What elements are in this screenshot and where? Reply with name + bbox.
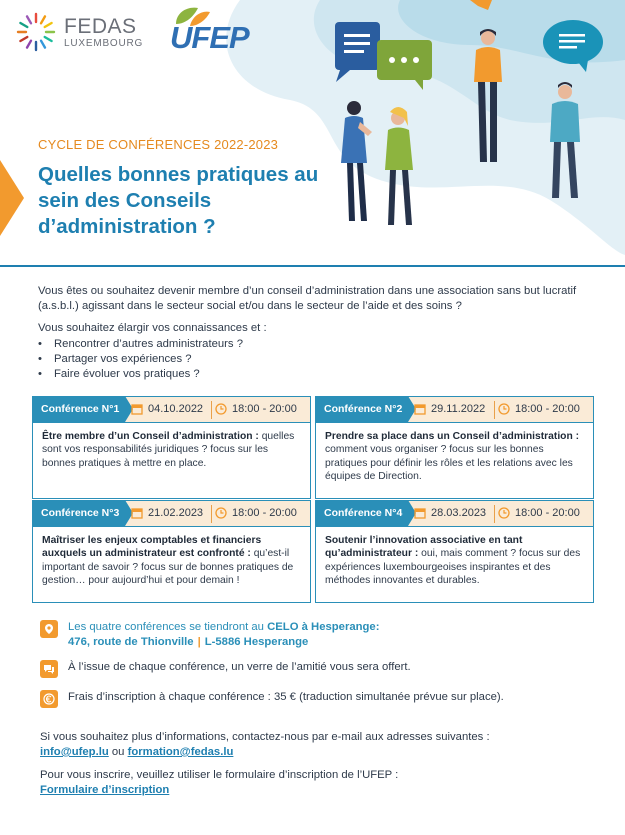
bullet-icon: • bbox=[38, 353, 42, 365]
bullet-icon: • bbox=[38, 368, 42, 380]
page-title: Quelles bonnes pratiques au sein des Conseils d’administration ? bbox=[38, 163, 319, 238]
location-place: CELO à Hesperange: bbox=[267, 621, 380, 633]
conference-card-3 bbox=[32, 500, 311, 603]
list-item: • Faire évoluer vos pratiques ? bbox=[38, 368, 200, 380]
conference-description: Être membre d’un Conseil d’administration : quelles sont vos responsabilités juridiques ? focus sur les bonnes pratiques à mettre en place. bbox=[42, 431, 295, 469]
fedas-logo bbox=[14, 10, 143, 54]
conference-card-4 bbox=[315, 500, 594, 603]
conference-date: 04.10.2022 bbox=[131, 403, 203, 415]
address-separator: | bbox=[197, 636, 201, 648]
register-block bbox=[40, 768, 398, 798]
conference-time: 18:00 - 20:00 bbox=[215, 507, 297, 519]
conference-time: 18:00 - 20:00 bbox=[498, 507, 580, 519]
calendar-icon bbox=[131, 403, 143, 415]
conference-card-2 bbox=[315, 396, 594, 499]
list-item: • Rencontrer d’autres administrateurs ? bbox=[38, 338, 243, 350]
header-separator bbox=[211, 401, 212, 419]
ufep-name: UFEP bbox=[170, 20, 249, 55]
intro-paragraph: Vous êtes ou souhaitez devenir membre d’un conseil d’administration dans une association sans but lucratif (a.s.b.l.) agissant dans le secteur social et/ou dans le secteur de l’aide et des soins ? bbox=[38, 285, 577, 312]
conference-label: Conférence N°2 bbox=[315, 396, 408, 423]
fee-row bbox=[40, 690, 504, 708]
register-text: Pour vous inscrire, veuillez utiliser le formulaire d’inscription de l’UFEP : bbox=[40, 769, 399, 781]
contact-block: Si vous souhaitez plus d’informations, contactez-nous par e-mail aux adresses suivantes : info@ufep.lu ou formation@fedas.lu bbox=[40, 731, 490, 758]
conference-date: 21.02.2023 bbox=[131, 507, 203, 519]
conference-date: 28.03.2023 bbox=[414, 507, 486, 519]
intro-lead: Vous souhaitez élargir vos connaissances et : bbox=[38, 322, 267, 334]
email-link-fedas[interactable]: formation@fedas.lu bbox=[127, 746, 234, 758]
header-separator bbox=[211, 505, 212, 523]
location-row bbox=[40, 620, 379, 650]
conference-title: Être membre d’un Conseil d’administration : bbox=[42, 431, 259, 442]
calendar-icon bbox=[414, 403, 426, 415]
conference-description: Soutenir l’innovation associative en tant qu’administrateur : oui, mais comment ? focus sur des expériences luxembourgeoises inspirantes et des méthodes innovantes et durables. bbox=[325, 535, 581, 586]
fee-text: Frais d’inscription à chaque conférence : 35 € (traduction simultanée prévue sur place). bbox=[68, 691, 504, 703]
address-street: 476, route de Thionville bbox=[68, 636, 194, 648]
fedas-logo-icon bbox=[14, 10, 58, 54]
conference-card-1 bbox=[32, 396, 311, 499]
location-text: Les quatre conférences se tiendront au CELO à Hesperange: 476, route de Thionville | L-5886 Hesperange bbox=[68, 621, 380, 648]
header-separator bbox=[494, 401, 495, 419]
drink-text: À l’issue de chaque conférence, un verre de l’amitié vous sera offert. bbox=[68, 661, 411, 673]
conference-title: Maîtriser les enjeux comptables et financiers auxquels un administrateur est confronté : bbox=[42, 535, 262, 560]
conference-label: Conférence N°1 bbox=[32, 396, 125, 423]
conference-description: Prendre sa place dans un Conseil d’administration : comment vous organiser ? focus sur les bonnes pratiques pour définir les rôles et les relations avec les équipes de Direction. bbox=[325, 431, 580, 482]
orange-accent-triangle bbox=[0, 160, 24, 236]
list-item: • Partager vos expériences ? bbox=[38, 353, 192, 365]
conference-date: 29.11.2022 bbox=[414, 403, 485, 415]
drink-row bbox=[40, 660, 411, 678]
header-separator bbox=[494, 505, 495, 523]
clock-icon bbox=[215, 403, 227, 415]
bullet-icon: • bbox=[38, 338, 42, 350]
clock-icon bbox=[498, 403, 510, 415]
conference-label: Conférence N°3 bbox=[32, 500, 125, 527]
location-pin-icon bbox=[40, 620, 58, 638]
address-city: L-5886 Hesperange bbox=[204, 636, 309, 648]
conference-grid bbox=[32, 396, 594, 603]
header-divider bbox=[0, 265, 625, 267]
calendar-icon bbox=[131, 507, 143, 519]
fedas-name: FEDAS bbox=[64, 14, 137, 38]
calendar-icon bbox=[414, 507, 426, 519]
registration-form-link[interactable]: Formulaire d’inscription bbox=[40, 784, 170, 796]
chat-bubbles-icon bbox=[40, 660, 58, 678]
contact-text: Si vous souhaitez plus d’informations, contactez-nous par e-mail aux adresses suivantes : bbox=[40, 731, 490, 743]
conference-description: Maîtriser les enjeux comptables et financiers auxquels un administrateur est confronté : qu’est-il important de savoir ? focus sur de bonnes pratiques de gestion… pour aujourd’hui et pour demain ! bbox=[42, 535, 294, 586]
conference-label: Conférence N°4 bbox=[315, 500, 408, 527]
clock-icon bbox=[215, 507, 227, 519]
conference-time: 18:00 - 20:00 bbox=[498, 403, 580, 415]
email-link-ufep[interactable]: info@ufep.lu bbox=[40, 746, 109, 758]
fedas-sub: LUXEMBOURG bbox=[64, 37, 144, 49]
clock-icon bbox=[498, 507, 510, 519]
ufep-logo bbox=[170, 4, 260, 55]
conference-time: 18:00 - 20:00 bbox=[215, 403, 297, 415]
intro-bullet-list bbox=[38, 337, 243, 382]
cycle-subtitle: CYCLE DE CONFÉRENCES 2022-2023 bbox=[38, 137, 279, 152]
conference-title: Prendre sa place dans un Conseil d’administration : bbox=[325, 431, 580, 442]
conference-title: Soutenir l’innovation associative en tant qu’administrateur : bbox=[325, 535, 523, 560]
euro-icon bbox=[40, 690, 58, 708]
